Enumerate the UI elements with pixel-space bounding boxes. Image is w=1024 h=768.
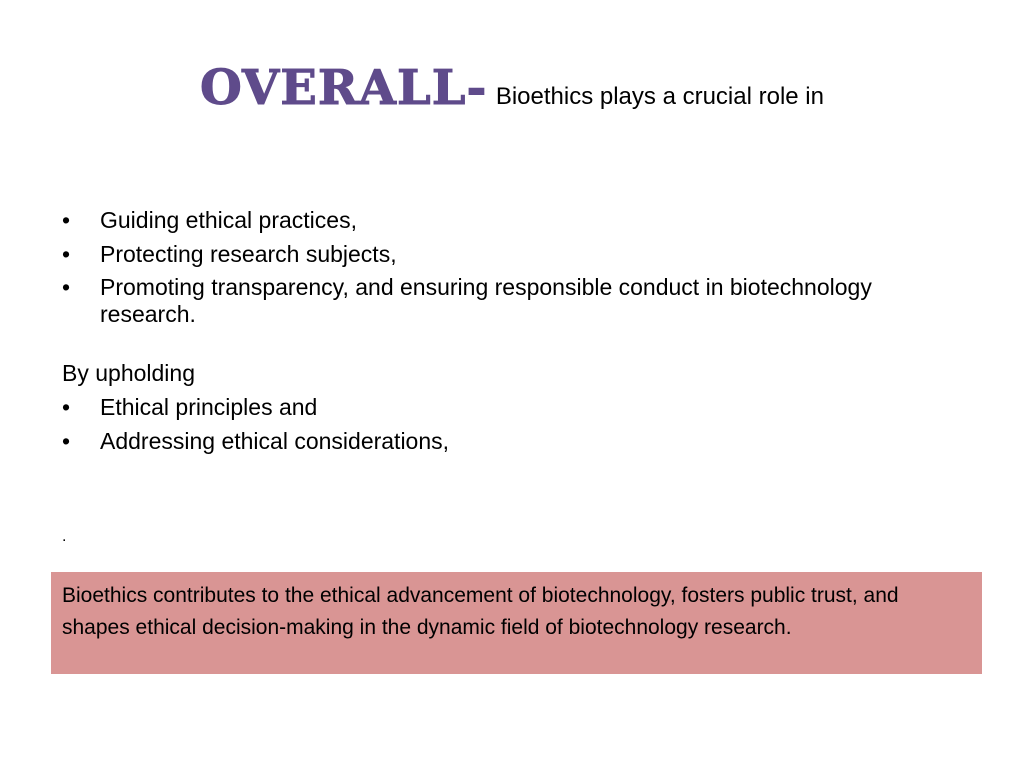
bullet-icon: • (62, 274, 71, 300)
bullet-icon: • (62, 241, 71, 267)
title-subtitle: Bioethics plays a crucial role in (495, 83, 824, 110)
list-item (62, 274, 962, 328)
bullet-list-roles (62, 206, 962, 328)
list-item-text: Ethical principles and (100, 394, 318, 420)
summary-callout (51, 572, 982, 674)
list-item-text: Promoting transparency, and ensuring responsible conduct in biotechnology research. (100, 274, 872, 327)
slide-title (0, 60, 1024, 116)
list-item-text: Protecting research subjects, (100, 241, 397, 267)
bullet-list-upholding (62, 393, 962, 455)
intro-text: By upholding (62, 360, 195, 386)
list-item (62, 240, 962, 268)
list-item (62, 427, 962, 455)
bullet-icon: • (62, 428, 71, 454)
list-item (62, 206, 962, 234)
slide-body (62, 206, 962, 461)
stray-dot: . (62, 528, 67, 545)
title-heading: OVERALL- (200, 60, 488, 116)
list-item-text: Guiding ethical practices, (100, 207, 357, 233)
callout-text: Bioethics contributes to the ethical advancement of biotechnology, fosters public trust, and shapes ethical decision-making in the dynamic field of biotechnology research. (62, 584, 899, 639)
list-item-text: Addressing ethical considerations, (100, 428, 450, 454)
list-item (62, 393, 962, 421)
bullet-icon: • (62, 394, 71, 420)
bullet-icon: • (62, 207, 71, 233)
